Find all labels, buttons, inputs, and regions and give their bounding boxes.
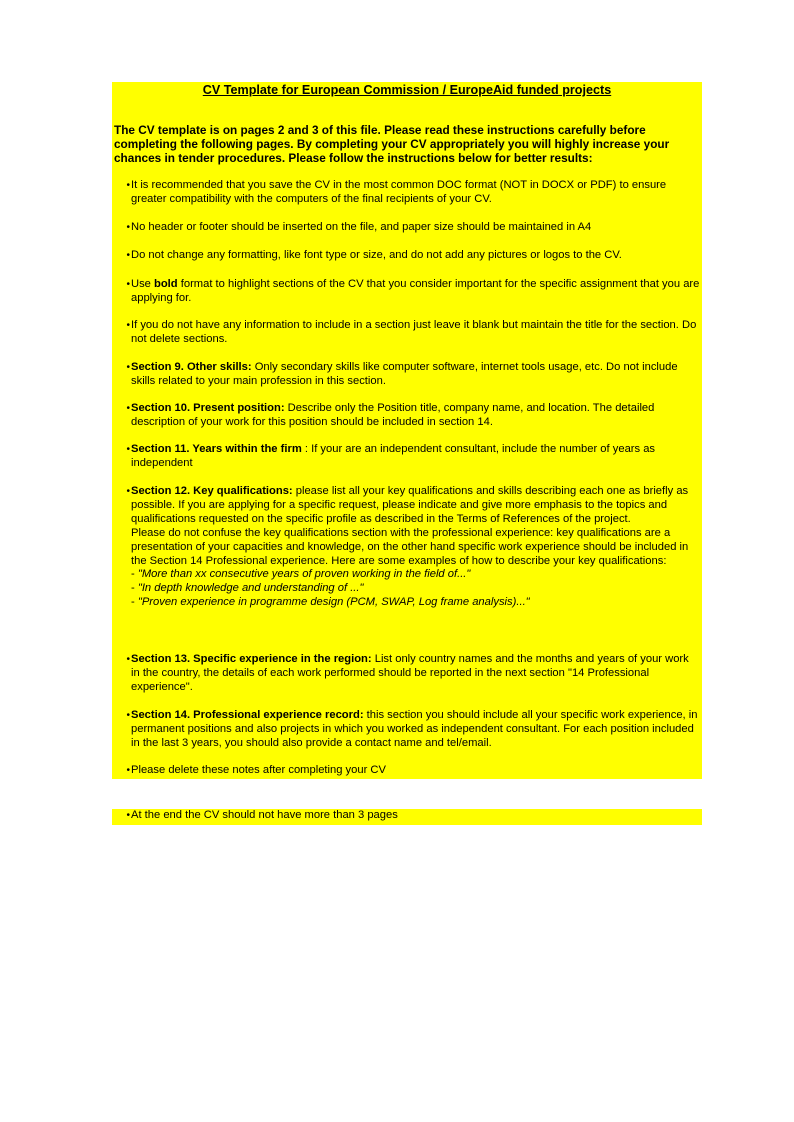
list-item-body: : If your are an independent consultant, include the number of years as independent (131, 443, 656, 469)
list-item-text (131, 485, 700, 610)
list-item-text: It is recommended that you save the CV in the most common DOC format (NOT in DOCX or PDF) to ensure greater compatibility with the computers of the final recipients of your CV. (131, 179, 667, 205)
bullet-icon: • (126, 403, 130, 414)
intro-paragraph: The CV template is on pages 2 and 3 of this file. Please read these instructions carefully before completing the following pages. By completing your CV appropriately you will highly increase your chances in tender procedures. Please follow the instructions below for better results: (114, 123, 670, 165)
dash: - (131, 568, 138, 581)
section-heading: Section 13. Specific experience in the region: (131, 653, 372, 665)
dash: - (131, 582, 138, 595)
list-item-body: List only country names and the months and years of your work in the country, the details of each work performed should be reported in the next section "14 Professional experience". (131, 653, 689, 693)
list-item-body: Describe only the Position title, company name, and location. The detailed description of your work for this position should be included in section 14. (131, 402, 655, 428)
list-item-prefix: Use (131, 278, 155, 290)
example-quote (131, 596, 700, 610)
list-item-text (131, 709, 700, 751)
bullet-icon: • (126, 180, 130, 191)
list-item-text (131, 653, 700, 695)
list-item-text: Please delete these notes after completing your CV (131, 764, 386, 776)
dash: - (131, 596, 138, 609)
section-heading: Section 9. Other skills: (131, 361, 252, 373)
bullet-icon: • (126, 320, 130, 331)
bullet-icon: • (126, 222, 130, 233)
bullet-icon: • (126, 486, 130, 497)
example-quote-text: "Proven experience in programme design (PCM, SWAP, Log frame analysis)..." (137, 596, 530, 609)
list-item-text: If you do not have any information to include in a section just leave it blank but maintain the title for the section. Do not delete sections. (131, 319, 697, 345)
section-heading: Section 10. Present position: (131, 402, 285, 414)
key-qualifications-note: Please do not confuse the key qualifications section with the professional experience: key qualifications are a presentation of your capacities and knowledge, on the other hand specific work experience should be included in the Section 14 Professional experience. Here are some examples of how to describe your key qualifications: (131, 526, 689, 567)
example-quote (131, 582, 700, 596)
list-item-text: Do not change any formatting, like font type or size, and do not add any pictures or logos to the CV. (131, 249, 622, 261)
list-item-text: At the end the CV should not have more than 3 pages (131, 809, 398, 821)
instructions-block (112, 82, 702, 779)
list-item-bold: bold (154, 278, 178, 290)
list-item-text: No header or footer should be inserted on the file, and paper size should be maintained in A4 (131, 221, 592, 233)
bullet-icon: • (126, 710, 130, 721)
example-quote-text: "In depth knowledge and understanding of ..." (137, 582, 364, 595)
list-item-body: format to highlight sections of the CV that you consider important for the specific assignment that you are applying for. (131, 278, 700, 304)
list-item-text (131, 402, 700, 430)
section-heading: Section 14. Professional experience record: (131, 709, 364, 721)
section-heading: Section 11. Years within the firm (131, 443, 302, 455)
bullet-icon: • (126, 444, 130, 455)
list-item-body: this section you should include all your specific work experience, in permanent positions and also projects in which you worked as independent consultant. For each position included in the last 3 years, you should also provide a contact name and tel/email. (131, 709, 698, 749)
bullet-icon: • (126, 362, 130, 373)
list-item-text (131, 361, 700, 389)
final-note-block (112, 809, 702, 825)
example-quote-text: "More than xx consecutive years of proven working in the field of..." (137, 568, 471, 581)
section-heading: Section 12. Key qualifications: (131, 485, 293, 497)
document-title: CV Template for European Commission / EuropeAid funded projects (202, 83, 612, 97)
example-quote (131, 568, 700, 582)
bullet-icon: • (126, 279, 130, 290)
list-item-text (131, 278, 700, 306)
bullet-icon: • (126, 654, 130, 665)
list-item-body: Only secondary skills like computer software, internet tools usage, etc. Do not include skills related to your main profession in this section. (131, 361, 678, 387)
list-item-body: please list all your key qualifications and skills describing each one as briefly as possible. If you are applying for a specific request, please indicate and give more emphasis to the topics and qualifications requested on the specific profile as described in the Terms of References of the project. (131, 485, 689, 525)
bullet-icon: • (126, 765, 130, 776)
list-item-text (131, 443, 700, 471)
bullet-icon: • (126, 810, 130, 821)
bullet-icon: • (126, 250, 130, 261)
